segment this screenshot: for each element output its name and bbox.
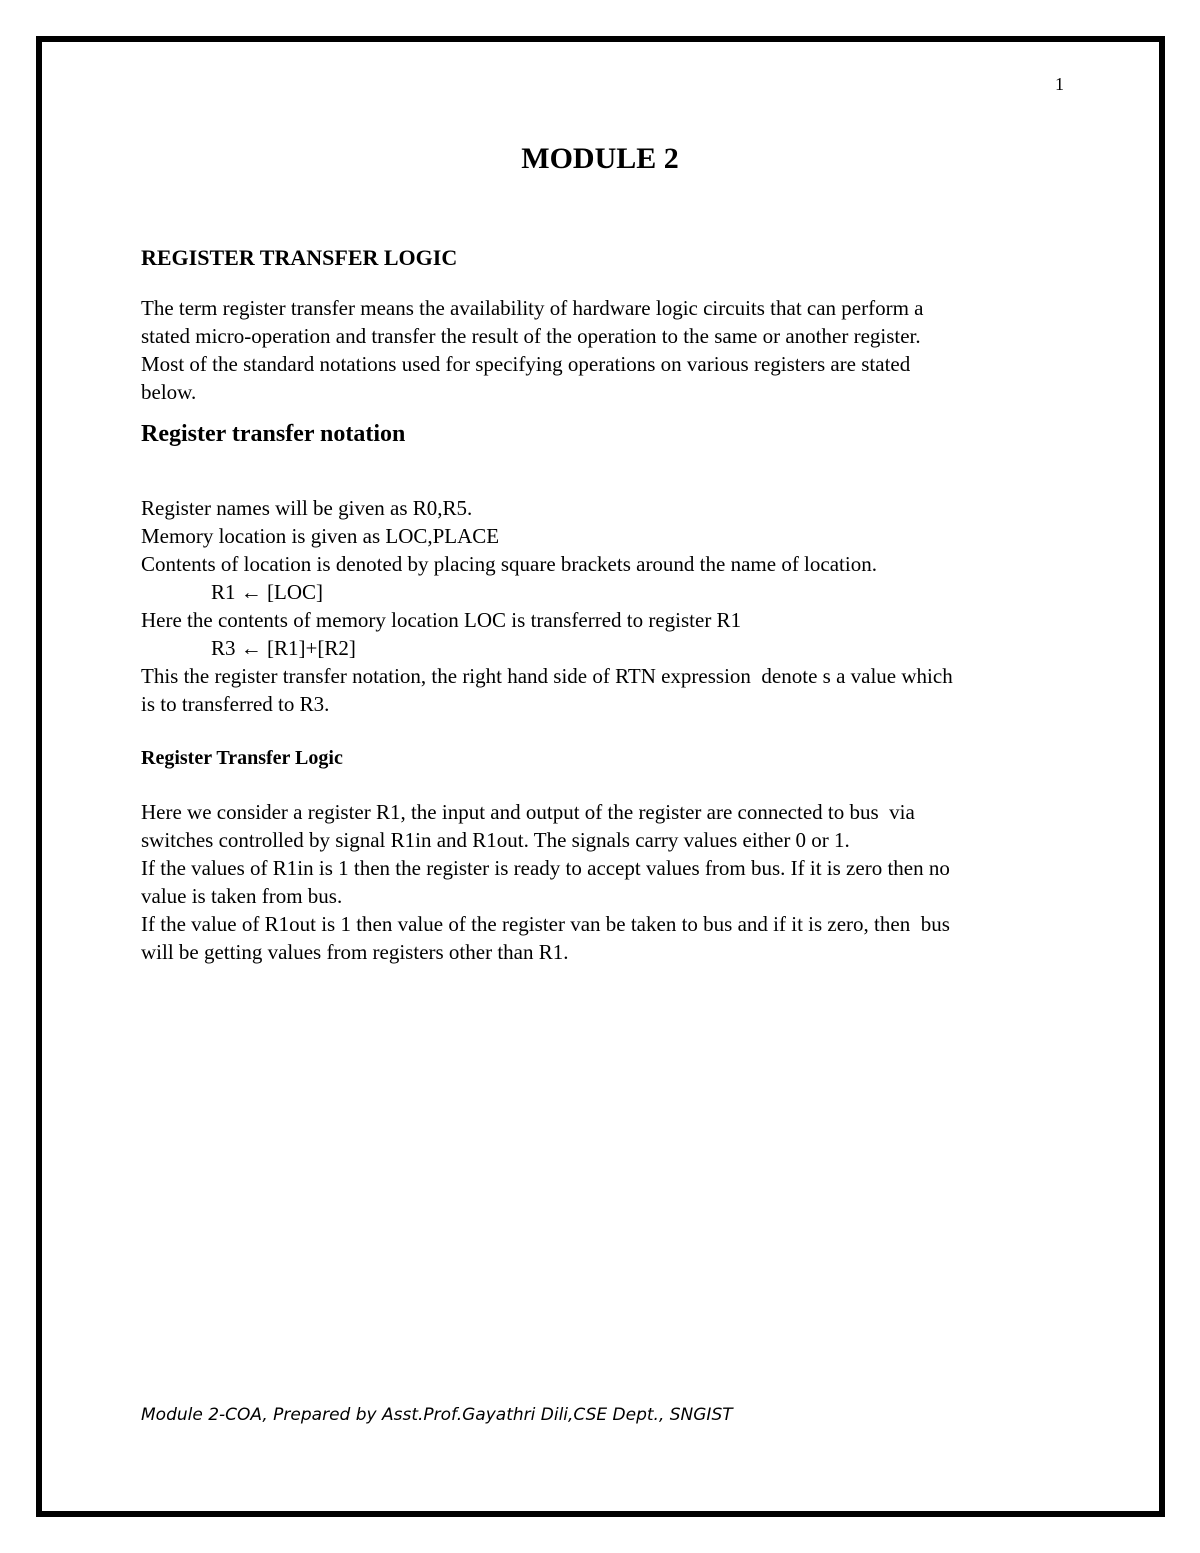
paragraph-line: Register names will be given as R0,R5. [141,496,473,520]
paragraph-line: below. [141,380,197,404]
rtn-expression: R3 ← [R1]+[R2] [211,636,356,660]
paragraph-line: Here we consider a register R1, the input and output of the register are connected to bus via [141,800,915,824]
paragraph-line: value is taken from bus. [141,884,343,908]
paragraph-line: Here the contents of memory location LOC is transferred to register R1 [141,608,742,632]
paragraph-line: stated micro-operation and transfer the result of the operation to the same or another register. [141,324,921,348]
paragraph-line: The term register transfer means the availability of hardware logic circuits that can perform a [141,296,924,320]
paragraph-line: Memory location is given as LOC,PLACE [141,524,500,548]
page-title: MODULE 2 [521,142,679,175]
page-number: 1 [1055,74,1064,94]
page-footer: Module 2-COA, Prepared by Asst.Prof.Gayathri Dili,CSE Dept., SNGIST [141,1405,733,1425]
rtn-expression: R1 ← [LOC] [211,580,323,604]
paragraph-line: If the value of R1out is 1 then value of the register van be taken to bus and if it is zero, then bus [141,912,950,936]
intro-paragraph [141,294,1066,406]
paragraph-line: Contents of location is denoted by placing square brackets around the name of location. [141,552,877,576]
paragraph-line: Most of the standard notations used for specifying operations on various registers are stated [141,352,911,376]
paragraph-line: switches controlled by signal R1in and R1out. The signals carry values either 0 or 1. [141,828,850,852]
paragraph-line: is to transferred to R3. [141,692,330,716]
document-body [141,240,1066,974]
notation-paragraph [141,494,1066,718]
paragraph-line: will be getting values from registers other than R1. [141,940,569,964]
logic-paragraph [141,798,1066,966]
paragraph-line: If the values of R1in is 1 then the register is ready to accept values from bus. If it is zero then no [141,856,950,880]
paragraph-line: This the register transfer notation, the right hand side of RTN expression denote s a value which [141,664,953,688]
subsection-heading-register-transfer-logic: Register Transfer Logic [141,747,343,769]
section-heading-register-transfer-notation: Register transfer notation [141,421,406,447]
section-heading-register-transfer-logic: REGISTER TRANSFER LOGIC [141,245,458,270]
